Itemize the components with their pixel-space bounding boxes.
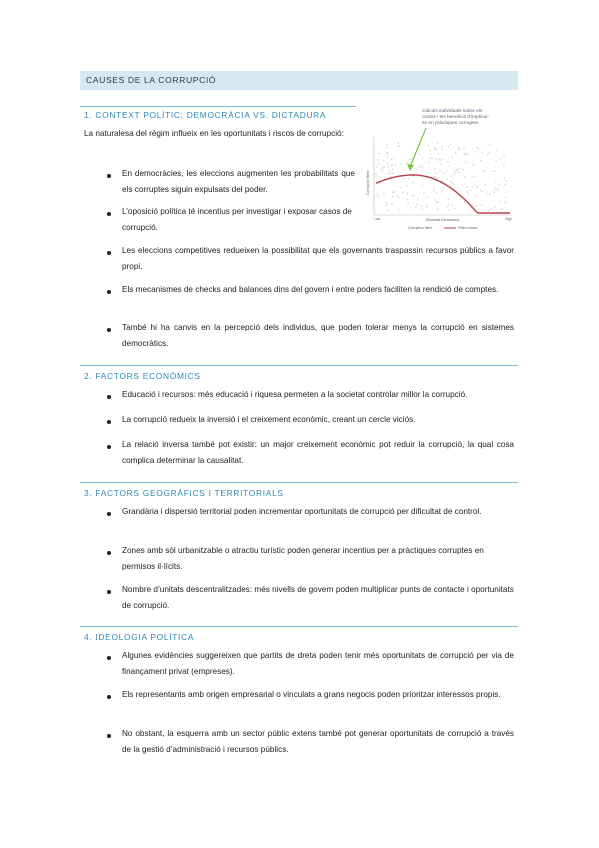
section-3-bullet-3: Nombre d’unitats descentralitzades: més nivells de govern poden multiplicar punts de contacte i oportunitats de corrupció. [122,585,514,610]
scatter-point [380,169,381,170]
scatter-point [440,159,441,160]
scatter-point [406,185,407,186]
legend-line-label: Fitted values [458,226,478,230]
scatter-point [504,202,505,203]
scatter-point [446,178,447,179]
scatter-point [436,172,437,173]
section-1-bullet-2: L’oposició política té incentius per investigar i exposar casos de corrupció. [122,207,352,232]
scatter-point [400,163,401,164]
scatter-point [450,175,451,176]
scatter-point [452,157,453,158]
scatter-point [436,193,437,194]
scatter-point [379,153,380,154]
scatter-point [481,190,482,191]
scatter-point [472,164,473,165]
section-2-bullet-3: La relació inversa també pot existir: un major creixement econòmic pot reduir la corrupció, la qual cosa complica determinar la causalitat. [122,440,514,465]
scatter-point [387,153,388,154]
bullet-icon [107,251,111,255]
scatter-point [478,148,479,149]
scatter-point [460,168,461,169]
scatter-point [428,145,429,146]
bullet-icon [107,328,111,332]
scatter-point [501,208,502,209]
scatter-point [471,186,472,187]
scatter-point [389,170,390,171]
scatter-point [420,165,421,166]
section-1-bullet-4: Els mecanismes de checks and balances dins del govern i entre poders faciliten la rendició de comptes. [122,285,499,294]
scatter-point [494,166,495,167]
scatter-point [386,144,387,145]
bullet-icon [107,551,111,555]
scatter-point [494,207,495,208]
scatter-point [391,203,392,204]
scatter-point [437,177,438,178]
scatter-point [387,166,388,167]
scatter-point [422,185,423,186]
scatter-point [413,195,414,196]
scatter-point [388,173,389,174]
scatter-point [475,186,476,187]
scatter-point [422,158,423,159]
x-tick-high: High [505,217,512,221]
section-2-bullet-2: La corrupció redueix la inversió i el creixement econòmic, creant un cercle viciós. [122,415,416,424]
scatter-point [417,198,418,199]
scatter-point [463,169,464,170]
section-1-bullet-5: També hi ha canvis en la percepció dels individus, que poden tolerar menys la corrupció en sistemes democràtics. [122,323,514,348]
bullet-icon [107,212,111,216]
scatter-point [458,149,459,150]
x-tick-low: Low [374,217,381,221]
scatter-point [379,176,380,177]
scatter-point [411,158,412,159]
scatter-point [438,159,439,160]
scatter-point [480,160,481,161]
section-heading-4: 4. IDEOLOGIA POLÍTICA [84,632,195,642]
scatter-point [404,169,405,170]
scatter-point [443,173,444,174]
section-4-bullet-1: Algunes evidències suggereixen que partits de dreta poden tenir més oportunitats de corrupció per via de finançament privat (empreses). [122,651,514,676]
scatter-point [402,178,403,179]
scatter-point [437,201,438,202]
scatter-point [476,205,477,206]
scatter-point [442,179,443,180]
scatter-point [464,153,465,154]
scatter-point [463,148,464,149]
scatter-point [500,201,501,202]
bullet-icon [107,174,111,178]
scatter-point [489,193,490,194]
scatter-point [489,144,490,145]
bullet-icon [107,512,111,516]
bullet-icon [107,695,111,699]
scatter-point [386,147,387,148]
title-bar [80,71,518,90]
section-heading-3: 3. FACTORS GEOGRÀFICS I TERRITORIALS [84,488,284,498]
section-divider-4 [80,626,518,627]
scatter-point [433,190,434,191]
scatter-point [458,172,459,173]
scatter-point [398,143,399,144]
scatter-point [441,149,442,150]
scatter-point [398,145,399,146]
scatter-point [506,180,507,181]
scatter-point [481,152,482,153]
scatter-point [426,205,427,206]
scatter-point [418,153,419,154]
chart-annotation-line-2: costos i els beneficis d’implicar- [422,115,490,120]
scatter-point [409,159,410,160]
scatter-point [466,154,467,155]
scatter-point [486,193,487,194]
scatter-point [429,150,430,151]
scatter-point [504,184,505,185]
scatter-point [421,206,422,207]
scatter-point [467,192,468,193]
scatter-point [415,207,416,208]
scatter-point [505,197,506,198]
scatter-point [375,173,376,174]
scatter-point [454,208,455,209]
scatter-point [393,191,394,192]
bullet-icon [107,445,111,449]
chart-annotation-line-3: se en pràctiques corruptes [422,121,479,126]
scatter-point [420,144,421,145]
scatter-point [448,146,449,147]
scatter-point [435,158,436,159]
scatter-point [503,155,504,156]
scatter-point [384,167,385,168]
scatter-point [434,176,435,177]
scatter-point [433,188,434,189]
scatter-point [500,158,501,159]
section-heading-1: 1. CONTEXT POLÍTIC: DEMOCRÀCIA VS. DICTADURA [84,110,327,120]
section-1-bullet-3: Les eleccions competitives redueixen la possibilitat que els governants traspassin recursos públics a favor propi. [122,246,514,271]
scatter-point [455,152,456,153]
scatter-point [446,171,447,172]
scatter-point [450,181,451,182]
scatter-point [464,176,465,177]
scatter-point [454,172,455,173]
scatter-point [402,192,403,193]
scatter-point [377,159,378,160]
scatter-point [476,196,477,197]
scatter-point [464,201,465,202]
y-axis-label: Corrupció fitted [366,170,370,195]
corruption-chart [364,103,516,235]
scatter-point [378,163,379,164]
scatter-point [488,152,489,153]
bullet-icon [107,734,111,738]
scatter-point [392,196,393,197]
document-title: CAUSES DE LA CORRUPCIÓ [86,75,217,85]
scatter-point [432,158,433,159]
scatter-point [488,210,489,211]
scatter-point [396,195,397,196]
scatter-point [412,166,413,167]
scatter-point [375,175,376,176]
scatter-point [416,204,417,205]
scatter-point [432,180,433,181]
scatter-point [398,209,399,210]
scatter-point [395,165,396,166]
scatter-point [400,187,401,188]
scatter-point [497,189,498,190]
scatter-point [387,163,388,164]
scatter-point [392,169,393,170]
scatter-point [504,177,505,178]
scatter-point [392,173,393,174]
scatter-point [492,171,493,172]
scatter-point [379,183,380,184]
scatter-point [376,194,377,195]
scatter-point [467,190,468,191]
scatter-point [457,168,458,169]
scatter-point [484,184,485,185]
scatter-point [394,158,395,159]
section-4-bullet-3: No obstant, la esquerra amb un sector públic extens també pot generar oportunitats de corrupció a través de la gestió d’administració i recursos públics. [122,729,514,754]
scatter-point [382,167,383,168]
scatter-point [454,174,455,175]
scatter-point [480,189,481,190]
section-3-bullet-1: Grandària i dispersió territorial poden incrementar oportunitats de corrupció per dificultat de control. [122,507,482,516]
scatter-point [437,208,438,209]
scatter-point [452,204,453,205]
scatter-point [473,176,474,177]
scatter-point [447,199,448,200]
scatter-point [448,210,449,211]
scatter-point [483,170,484,171]
scatter-point [449,165,450,166]
scatter-point [411,207,412,208]
scatter-point [398,196,399,197]
scatter-point [434,199,435,200]
scatter-point [408,178,409,179]
scatter-point [423,193,424,194]
scatter-point [436,148,437,149]
scatter-point [389,173,390,174]
scatter-point [412,182,413,183]
scatter-point [477,187,478,188]
scatter-point [439,171,440,172]
scatter-point [422,166,423,167]
scatter-point [481,205,482,206]
scatter-point [387,210,388,211]
scatter-point [494,191,495,192]
scatter-point [416,169,417,170]
section-divider-2 [80,365,518,366]
scatter-point [442,146,443,147]
scatter-point [447,161,448,162]
scatter-point [391,159,392,160]
scatter-point [495,181,496,182]
scatter-point [412,194,413,195]
scatter-point [382,170,383,171]
section-3-bullet-2: Zones amb sòl urbanitzable o atractiu turístic poden generar incentius per a pràctiques corruptes en permisos il·lícits. [122,546,484,571]
scatter-point [477,147,478,148]
scatter-point [418,144,419,145]
scatter-point [386,202,387,203]
section-heading-2: 2. FACTORS ECONÒMICS [84,371,201,381]
scatter-point [456,169,457,170]
scatter-point [495,188,496,189]
scatter-point [386,205,387,206]
scatter-point [438,210,439,211]
scatter-point [452,182,453,183]
scatter-point [429,162,430,163]
scatter-point [419,167,420,168]
scatter-point [440,163,441,164]
scatter-point [494,171,495,172]
bullet-icon [107,290,111,294]
scatter-point [454,187,455,188]
scatter-point [392,164,393,165]
section-1-bullet-1: En democràcies, les eleccions augmenten les probabilitats que els corruptes siguin expulsats del poder. [122,169,355,194]
scatter-point [390,165,391,166]
section-1-intro: La naturalesa del règim influeix en les oportunitats i riscos de corrupció: [84,129,344,138]
scatter-point [434,148,435,149]
legend-points-label: Corruption fitted [408,226,433,230]
scatter-point [458,147,459,148]
scatter-point [422,209,423,210]
scatter-point [467,186,468,187]
scatter-point [437,143,438,144]
scatter-point [427,207,428,208]
bullet-icon [107,656,111,660]
scatter-point [475,151,476,152]
scatter-point [430,158,431,159]
scatter-point [465,161,466,162]
x-axis-label: Electoral Democracy [426,218,460,222]
scatter-point [446,206,447,207]
scatter-point [454,170,455,171]
scatter-point [407,202,408,203]
section-4-bullet-2: Els representants amb origen empresarial o vinculats a grans negocis poden prioritzar interessos propis. [122,690,501,699]
scatter-point [382,166,383,167]
section-divider-3 [80,482,518,483]
scatter-point [434,168,435,169]
scatter-point [496,149,497,150]
scatter-point [442,158,443,159]
scatter-point [427,196,428,197]
chart-svg [364,103,516,235]
scatter-point [495,160,496,161]
scatter-point [413,176,414,177]
scatter-point [470,190,471,191]
scatter-point [386,152,387,153]
scatter-point [460,199,461,200]
section-2-bullet-1: Educació i recursos: més educació i riquesa permeten a la societat controlar millor la corrupció. [122,390,468,399]
chart-annotation-line-1: Càlculs individuals sobre els [422,109,483,114]
scatter-point [383,160,384,161]
scatter-point [503,164,504,165]
scatter-point [490,208,491,209]
section-divider-1 [80,106,356,107]
scatter-point [442,190,443,191]
scatter-point [387,157,388,158]
scatter-point [437,153,438,154]
bullet-icon [107,590,111,594]
scatter-point [407,193,408,194]
annotation-arrow [410,128,426,167]
scatter-point [487,154,488,155]
scatter-point [406,199,407,200]
bullet-icon [107,420,111,424]
scatter-point [436,201,437,202]
scatter-point [450,144,451,145]
scatter-point [499,184,500,185]
scatter-point [421,171,422,172]
scatter-point [383,193,384,194]
scatter-point [448,204,449,205]
bullet-icon [107,395,111,399]
scatter-point [406,162,407,163]
scatter-point [378,196,379,197]
scatter-point [376,167,377,168]
